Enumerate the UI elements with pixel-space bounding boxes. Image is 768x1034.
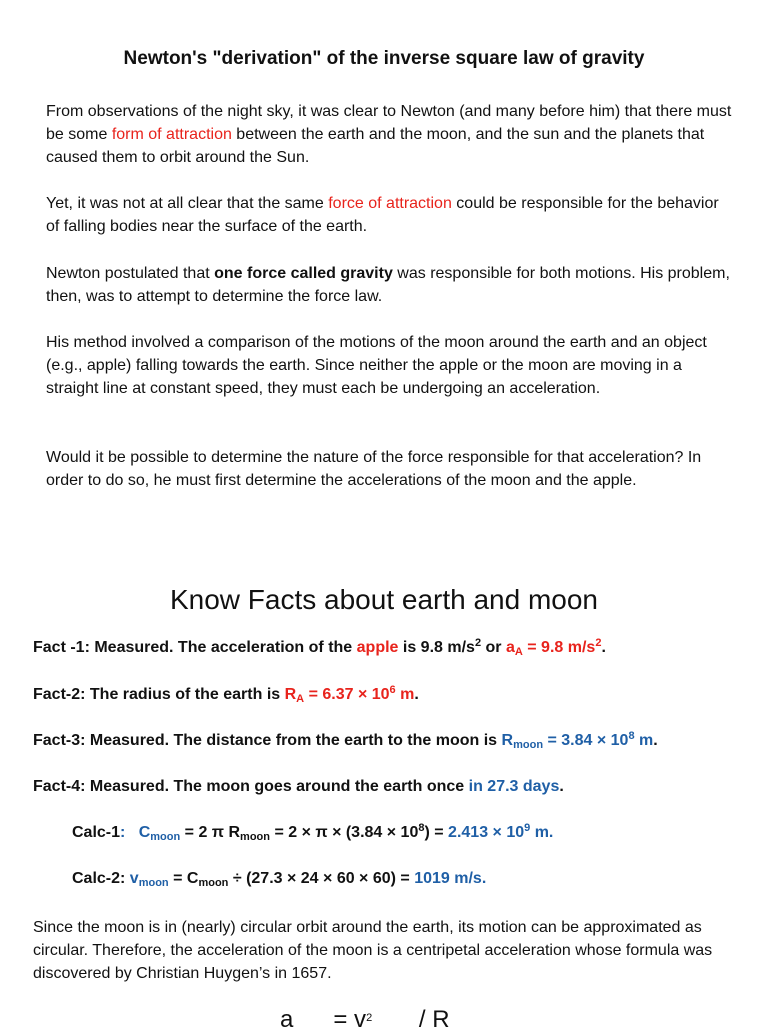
calc-1-c: C bbox=[138, 824, 151, 841]
calc-2-eq-part-2: ÷ (27.3 × 24 × 60 × 60) = bbox=[228, 870, 415, 887]
calc-1-result-exponent: 9 bbox=[524, 822, 531, 834]
fact-1-symbol bbox=[506, 639, 601, 656]
fact-3-r: R bbox=[501, 732, 514, 749]
fact-2-radius bbox=[285, 686, 415, 703]
calc-1-exponent: 8 bbox=[418, 822, 425, 834]
calc-1-eq-part-3: ) = bbox=[424, 824, 449, 841]
fact-4 bbox=[33, 778, 753, 796]
fact-3-label: Fact-3: Measured. The distance from the earth to the moon is bbox=[33, 732, 502, 749]
calc-2-label: Calc-2: bbox=[72, 870, 130, 887]
intro-text-end: between the earth and the moon, and the sun and the planets that caused them to orbit around the Sun. bbox=[46, 126, 705, 166]
fact-3-unit: m bbox=[634, 732, 654, 749]
calc-2-c-subscript: moon bbox=[198, 877, 229, 889]
fact-2-r: R bbox=[284, 686, 297, 703]
calc-2-v: v bbox=[129, 870, 139, 887]
fact-4-label: Fact-4: Measured. The moon goes around the earth once bbox=[33, 778, 469, 795]
fact-1-a-subscript: A bbox=[514, 646, 523, 658]
calc-1-r-subscript: moon bbox=[240, 831, 270, 843]
formula-a: a bbox=[280, 1006, 294, 1033]
calc-2 bbox=[72, 870, 752, 888]
calc-2-eq-part-1: = C bbox=[168, 870, 199, 887]
fact-3-value: = 3.84 × 10 bbox=[543, 732, 629, 749]
calc-1-c-subscript: moon bbox=[150, 831, 181, 843]
fact-2-unit: m bbox=[395, 686, 415, 703]
force-of-attraction-highlight: force of attraction bbox=[328, 195, 452, 212]
fact-1-a-exponent: 2 bbox=[595, 637, 602, 649]
fact-2-label: Fact-2: The radius of the earth is bbox=[33, 686, 285, 703]
calc-1-colon: : bbox=[120, 824, 126, 841]
formula-eq: = v bbox=[333, 1006, 367, 1033]
fact-1-a: a bbox=[505, 639, 515, 656]
gravity-text-start: Newton postulated that bbox=[46, 265, 215, 282]
calc-1-label: Calc-1 bbox=[72, 824, 121, 841]
force-text-end: could be responsible for the behavior of falling bodies near the surface of the earth. bbox=[46, 195, 719, 235]
fact-1-a-value: = 9.8 m/s bbox=[522, 639, 596, 656]
method-paragraph: His method involved a comparison of the motions of the moon around the earth and an object (e.g., apple) falling towards the earth. Since neither the apple or the moon are moving in a straight line at constant speed, they must each be undergoing an acceleration. bbox=[46, 334, 707, 397]
fact-1-label: Fact -1: Measured. The acceleration of the bbox=[33, 639, 357, 656]
formula-exponent: 2 bbox=[366, 1012, 373, 1024]
calc-1-eq-part-2: = 2 × π × (3.84 × 10 bbox=[270, 824, 419, 841]
centripetal-formula bbox=[280, 1006, 450, 1034]
fact-3 bbox=[33, 732, 753, 750]
fact-2 bbox=[33, 686, 753, 704]
question-paragraph: Would it be possible to determine the nature of the force responsible for that acceleration? In order to do so, he must first determine the accelerations of the moon and the apple. bbox=[46, 449, 702, 489]
fact-2-exponent: 6 bbox=[389, 684, 396, 696]
facts-heading: Know Facts about earth and moon bbox=[169, 584, 599, 615]
fact-3-r-subscript: moon bbox=[513, 739, 544, 751]
calc-1 bbox=[72, 824, 752, 842]
calc-2-v-subscript: moon bbox=[138, 877, 169, 889]
fact-1-exponent: 2 bbox=[474, 637, 482, 649]
fact-1-apple: apple bbox=[356, 639, 399, 656]
calc-1-eq-part-1: = 2 π R bbox=[180, 824, 241, 841]
gravity-paragraph bbox=[46, 262, 736, 308]
page-title: Newton's "derivation" of the inverse square law of gravity bbox=[123, 48, 645, 69]
closing-paragraph: Since the moon is in (nearly) circular orbit around the earth, its motion can be approximated as circular. Therefore, the acceleration of the moon is a centripetal acceleration whose formula was discovered by Christian Huygen’s in 1657. bbox=[33, 919, 713, 982]
fact-4-period-days: in 27.3 days bbox=[468, 778, 560, 795]
form-of-attraction-highlight: form of attraction bbox=[111, 126, 232, 143]
force-text-start: Yet, it was not at all clear that the same bbox=[46, 195, 329, 212]
fact-3-exponent: 8 bbox=[628, 730, 635, 742]
fact-2-period: . bbox=[414, 686, 419, 703]
fact-1-value: is 9.8 m/s bbox=[398, 639, 475, 656]
fact-2-r-subscript: A bbox=[296, 693, 305, 705]
fact-2-value: = 6.37 × 10 bbox=[304, 686, 390, 703]
fact-1 bbox=[33, 639, 753, 657]
calc-1-result bbox=[448, 824, 553, 841]
fact-3-period: . bbox=[653, 732, 658, 749]
fact-1-period: . bbox=[601, 639, 606, 656]
gravity-text-end: was responsible for both motions. His problem, then, was to attempt to determine the force law. bbox=[46, 265, 730, 305]
fact-4-end: . bbox=[559, 778, 564, 795]
fact-1-or: or bbox=[481, 639, 506, 656]
intro-text-start: From observations of the night sky, it was clear to Newton (and many before him) that there must be some bbox=[46, 103, 732, 143]
intro-paragraph bbox=[46, 100, 736, 169]
force-paragraph bbox=[46, 192, 736, 238]
fact-3-distance bbox=[502, 732, 654, 749]
calc-1-result-unit: m. bbox=[530, 824, 554, 841]
calc-1-result-value: 2.413 × 10 bbox=[448, 824, 525, 841]
formula-slash-r: / R bbox=[418, 1006, 450, 1033]
one-force-gravity-bold: one force called gravity bbox=[214, 265, 393, 282]
calc-2-result: 1019 m/s. bbox=[414, 870, 487, 887]
